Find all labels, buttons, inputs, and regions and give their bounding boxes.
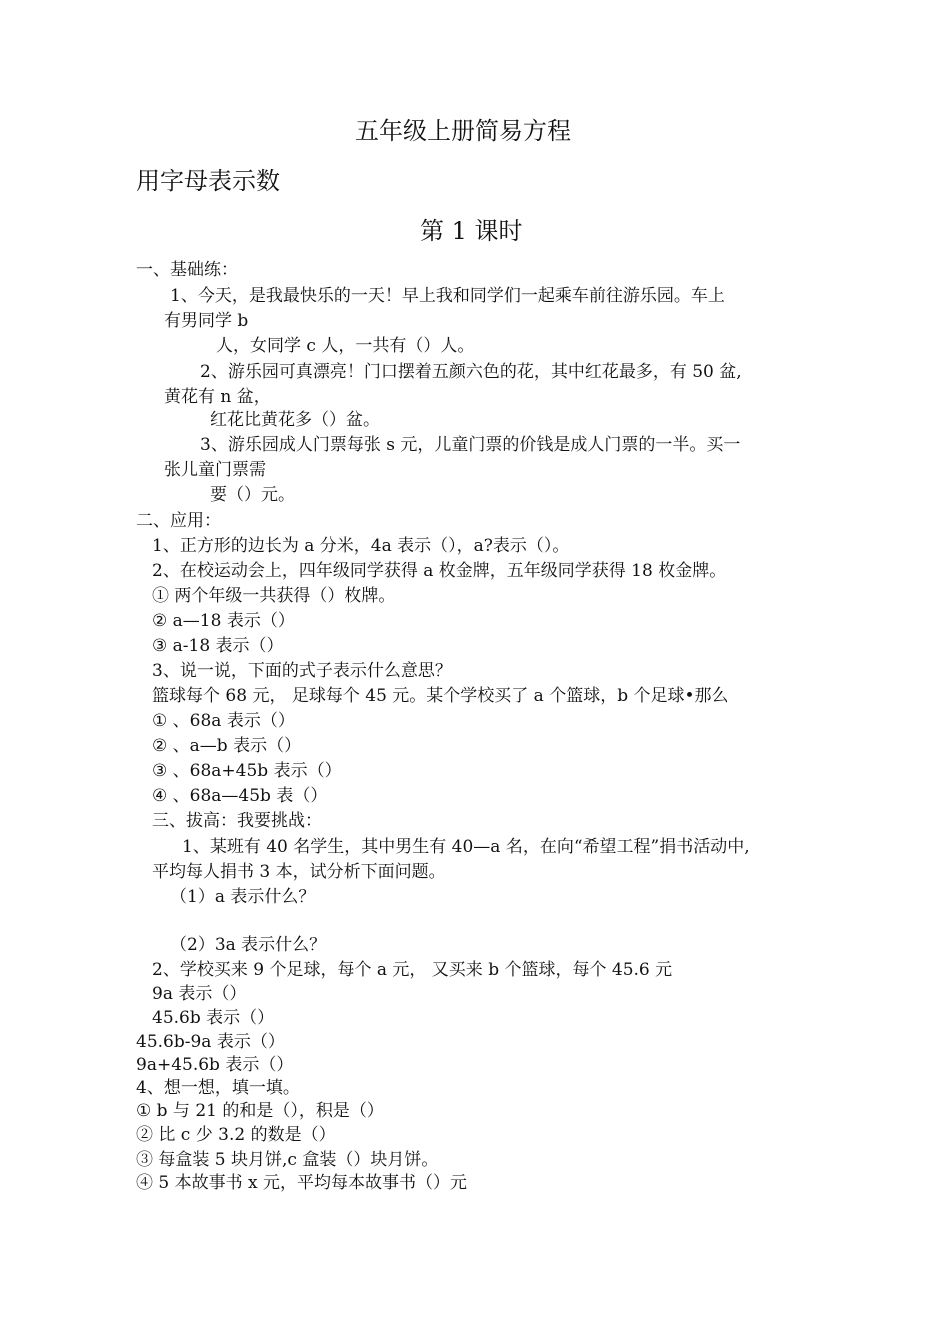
question-line: 45.6b 表示（） <box>152 1008 275 1028</box>
question-line: 人，女同学 c 人，一共有（）人。 <box>216 336 475 356</box>
question-line: 1、某班有 40 名学生，其中男生有 40—a 名，在向“希望工程”捐书活动中, <box>182 837 750 857</box>
page-title: 五年级上册简易方程 <box>355 117 571 145</box>
question-line: 3、游乐园成人门票每张 s 元，儿童门票的价钱是成人门票的一半。买一 <box>200 435 741 455</box>
question-line: 2、游乐园可真漂亮！门口摆着五颜六色的花，其中红花最多，有 50 盆, <box>200 362 742 382</box>
lesson-title: 第 1 课时 <box>420 217 523 245</box>
question-line: ② 、a—b 表示（） <box>152 736 302 756</box>
question-line: 1、今天，是我最快乐的一天！早上我和同学们一起乘车前往游乐园。车上 <box>170 286 725 306</box>
question-line: 2、在校运动会上，四年级同学获得 a 枚金牌，五年级同学获得 18 枚金牌。 <box>152 561 727 581</box>
question-line: 3、说一说，下面的式子表示什么意思？ <box>152 661 452 681</box>
question-line: ② 比 c 少 3.2 的数是（） <box>136 1125 336 1145</box>
question-line: 有男同学 b <box>164 311 249 331</box>
question-line: 平均每人捐书 3 本，试分析下面问题。 <box>152 862 446 882</box>
question-line: 红花比黄花多（）盆。 <box>210 410 380 430</box>
section-title: 用字母表示数 <box>136 167 280 195</box>
question-line: 2、学校买来 9 个足球，每个 a 元， 又买来 b 个篮球，每个 45.6 元 <box>152 960 673 980</box>
question-line: ③ 、68a+45b 表示（） <box>152 761 342 781</box>
question-line: ④ 、68a—45b 表（） <box>152 786 328 806</box>
question-line: ④ 5 本故事书 x 元，平均每本故事书（）元 <box>136 1173 468 1193</box>
question-line: 要（）元。 <box>210 485 295 505</box>
question-line: 黄花有 n 盆， <box>164 387 271 407</box>
question-line: ① b 与 21 的和是（），积是（） <box>136 1101 384 1121</box>
question-line: ③ a-18 表示（） <box>152 636 284 656</box>
heading-think: 4、想一想，填一填。 <box>136 1078 300 1098</box>
heading-basic: 一、基础练： <box>136 260 238 280</box>
question-line: 45.6b-9a 表示（） <box>136 1032 285 1052</box>
question-line: ① 、68a 表示（） <box>152 711 295 731</box>
question-line: （1）a 表示什么？ <box>170 887 316 907</box>
question-line: 9a+45.6b 表示（） <box>136 1055 294 1075</box>
question-line: ② a—18 表示（） <box>152 611 295 631</box>
heading-challenge: 三、拔高：我要挑战： <box>152 811 322 831</box>
question-line: 篮球每个 68 元， 足球每个 45 元。某个学校买了 a 个篮球，b 个足球•那么 <box>152 686 729 706</box>
question-line: 1、正方形的边长为 a 分米，4a 表示（），a?表示（）。 <box>152 536 570 556</box>
question-line: （2）3a 表示什么？ <box>170 935 327 955</box>
question-line: 张儿童门票需 <box>164 460 266 480</box>
question-line: ③ 每盒装 5 块月饼,c 盒装（）块月饼。 <box>136 1150 439 1170</box>
question-line: 9a 表示（） <box>152 984 247 1004</box>
question-line: ① 两个年级一共获得（）枚牌。 <box>152 586 396 606</box>
heading-application: 二、应用： <box>136 511 221 531</box>
